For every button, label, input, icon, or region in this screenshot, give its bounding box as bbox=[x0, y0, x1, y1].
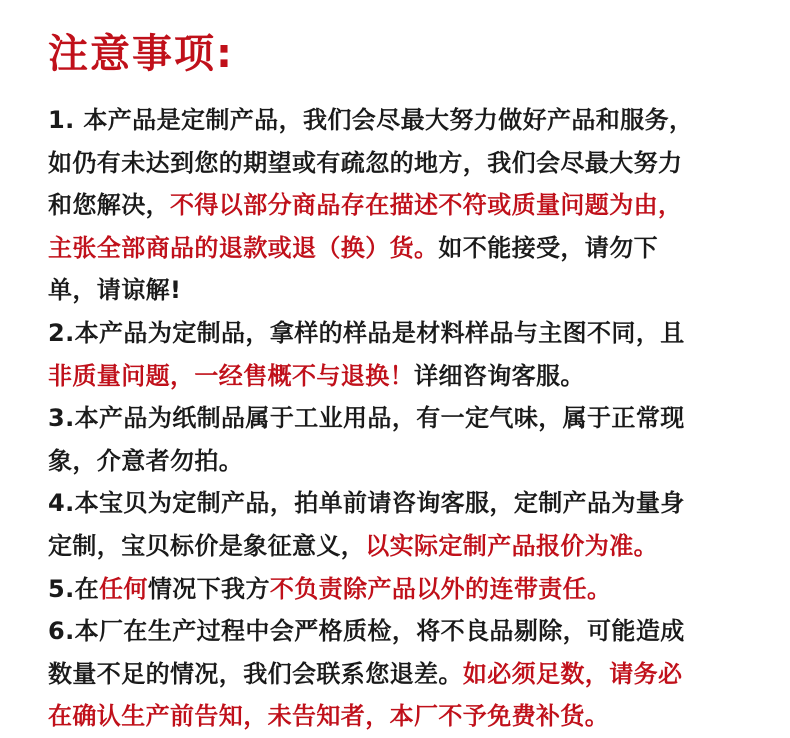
note-text: 如不能接受，请勿下 bbox=[438, 233, 659, 262]
note-text: 数量不足的情况，我们会联系您退差。 bbox=[48, 659, 463, 688]
note-text: 5.在 bbox=[48, 574, 100, 603]
note-text: 如仍有未达到您的期望或有疏忽的地方，我们会尽最大努力 bbox=[48, 148, 683, 177]
note-text: 2.本产品为定制品，拿样的样品是材料样品与主图不同，且 bbox=[48, 318, 685, 347]
note-item-2 bbox=[48, 312, 756, 397]
note-text: 情况下我方 bbox=[147, 574, 270, 603]
note-line bbox=[48, 397, 756, 440]
note-item-6 bbox=[48, 610, 756, 738]
note-text: 4.本宝贝为定制产品，拍单前请咨询客服，定制产品为量身 bbox=[48, 489, 685, 518]
note-line bbox=[48, 355, 756, 398]
note-line bbox=[48, 695, 756, 738]
note-line bbox=[48, 184, 756, 227]
highlight-text: 不得以部分商品存在描述不符或质量问题为由， bbox=[170, 191, 683, 220]
note-line bbox=[48, 312, 756, 355]
highlight-text: 在确认生产前告知，未告知者，本厂不予免费补货。 bbox=[48, 702, 610, 731]
note-line bbox=[48, 653, 756, 696]
note-text: 详细咨询客服。 bbox=[414, 361, 585, 390]
note-line bbox=[48, 99, 756, 142]
note-text: 单，请谅解! bbox=[48, 276, 182, 305]
note-line bbox=[48, 269, 756, 312]
note-line bbox=[48, 568, 756, 611]
highlight-text: 不负责除产品以外的连带责任。 bbox=[269, 574, 612, 603]
note-line bbox=[48, 227, 756, 270]
notes-list bbox=[48, 99, 756, 738]
note-text: 3.本产品为纸制品属于工业用品，有一定气味，属于正常现 bbox=[48, 404, 685, 433]
note-text: 和您解决， bbox=[48, 191, 170, 220]
note-text: 象，介意者勿拍。 bbox=[48, 446, 244, 475]
note-line bbox=[48, 142, 756, 185]
note-item-3 bbox=[48, 397, 756, 482]
note-item-4 bbox=[48, 482, 756, 567]
note-line bbox=[48, 440, 756, 483]
highlight-text: 任何 bbox=[99, 574, 148, 603]
note-line bbox=[48, 525, 756, 568]
note-line bbox=[48, 482, 756, 525]
note-item-1 bbox=[48, 99, 756, 312]
note-item-5 bbox=[48, 568, 756, 611]
note-line bbox=[48, 610, 756, 653]
highlight-text: 如必须足数，请务必 bbox=[462, 659, 683, 688]
highlight-text: 非质量问题，一经售概不与退换！ bbox=[48, 361, 414, 390]
highlight-text: 以实际定制产品报价为准。 bbox=[365, 531, 659, 560]
highlight-text: 主张全部商品的退款或退（换）货。 bbox=[48, 233, 439, 262]
note-text: 6.本厂在生产过程中会严格质检，将不良品剔除，可能造成 bbox=[48, 617, 685, 646]
note-text: 1. 本产品是定制产品，我们会尽最大努力做好产品和服务， bbox=[48, 106, 694, 134]
note-text: 定制，宝贝标价是象征意义， bbox=[48, 531, 366, 560]
page-title: 注意事项: bbox=[48, 31, 234, 77]
